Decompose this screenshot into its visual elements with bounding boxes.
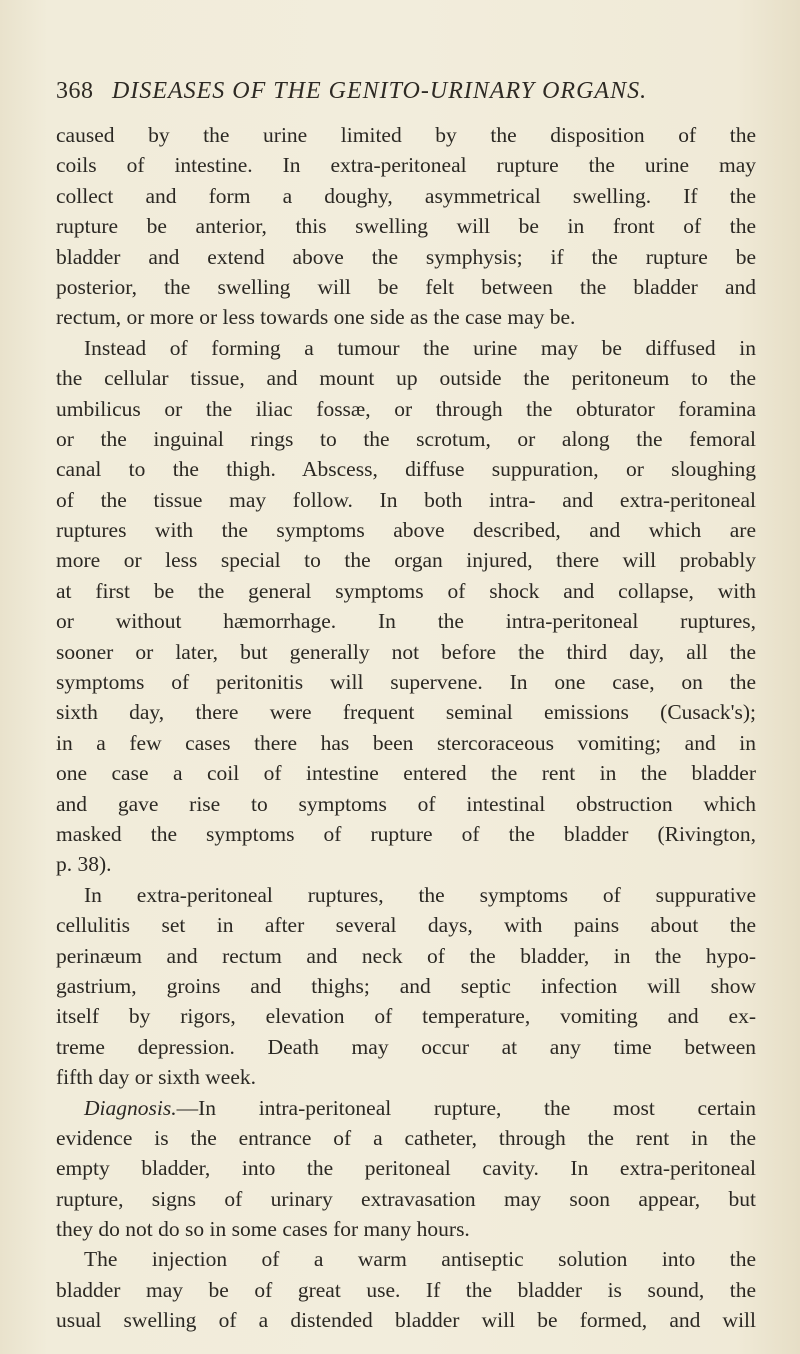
text-line bbox=[56, 1093, 756, 1123]
line-text: cellulitis set in after several days, with pains about the bbox=[56, 913, 756, 938]
text-line bbox=[56, 1184, 756, 1214]
line-text: at first be the general symptoms of shock and collapse, with bbox=[56, 578, 756, 603]
text-line bbox=[56, 789, 756, 819]
text-line bbox=[56, 606, 756, 636]
line-text: —In intra-peritoneal rupture, the most certain bbox=[176, 1095, 756, 1120]
line-text: fifth day or sixth week. bbox=[56, 1065, 257, 1090]
line-text: rupture be anterior, this swelling will be in front of the bbox=[56, 214, 756, 239]
text-line bbox=[56, 242, 756, 272]
line-text: The injection of a warm antiseptic solution into the bbox=[84, 1247, 756, 1272]
line-text: one case a coil of intestine entered the rent in the bladder bbox=[56, 761, 756, 786]
text-line bbox=[56, 728, 756, 758]
line-text: symptoms of peritonitis will supervene. In one case, on the bbox=[56, 670, 756, 695]
text-line bbox=[56, 333, 756, 363]
text-line bbox=[56, 941, 756, 971]
line-text: In extra-peritoneal ruptures, the symptoms of suppurative bbox=[84, 882, 756, 907]
line-text: coils of intestine. In extra-peritoneal rupture the urine may bbox=[56, 153, 756, 178]
text-line bbox=[56, 515, 756, 545]
text-line bbox=[56, 576, 756, 606]
running-title: DISEASES OF THE GENITO-URINARY ORGANS. bbox=[112, 78, 648, 104]
text-line bbox=[56, 545, 756, 575]
text-line bbox=[56, 485, 756, 515]
line-text: rectum, or more or less towards one side as the case may be. bbox=[56, 305, 576, 330]
text-line bbox=[56, 1153, 756, 1183]
line-text: masked the symptoms of rupture of the bladder (Rivington, bbox=[56, 821, 756, 846]
text-line bbox=[56, 849, 756, 879]
text-line bbox=[56, 667, 756, 697]
text-line bbox=[56, 1275, 756, 1305]
line-text: caused by the urine limited by the disposition of the bbox=[56, 123, 756, 147]
line-text: itself by rigors, elevation of temperature, vomiting and ex- bbox=[56, 1004, 756, 1029]
text-line bbox=[56, 1001, 756, 1031]
line-text: canal to the thigh. Abscess, diffuse suppuration, or sloughing bbox=[56, 457, 756, 482]
text-line bbox=[56, 1032, 756, 1062]
text-line bbox=[56, 971, 756, 1001]
text-line bbox=[56, 272, 756, 302]
text-line bbox=[56, 1062, 756, 1092]
line-text: perinæum and rectum and neck of the bladder, in the hypo- bbox=[56, 943, 756, 968]
text-line bbox=[56, 697, 756, 727]
line-text: more or less special to the organ injured, there will probably bbox=[56, 548, 756, 573]
line-text: evidence is the entrance of a catheter, through the rent in the bbox=[56, 1125, 756, 1150]
text-line bbox=[56, 363, 756, 393]
page-number: 368 bbox=[56, 78, 94, 104]
line-text: p. 38). bbox=[56, 852, 112, 877]
line-text: in a few cases there has been stercoraceous vomiting; and in bbox=[56, 730, 756, 755]
line-text: they do not do so in some cases for many hours. bbox=[56, 1217, 470, 1242]
text-line bbox=[56, 150, 756, 180]
text-line bbox=[56, 211, 756, 241]
text-line bbox=[56, 758, 756, 788]
line-text: collect and form a doughy, asymmetrical swelling. If the bbox=[56, 183, 756, 208]
line-text: Instead of forming a tumour the urine may be diffused in bbox=[84, 335, 756, 360]
text-line bbox=[56, 394, 756, 424]
text-line bbox=[56, 302, 756, 332]
text-line bbox=[56, 880, 756, 910]
text-line bbox=[56, 1214, 756, 1244]
line-text: the cellular tissue, and mount up outside the peritoneum to the bbox=[56, 366, 756, 391]
line-text: or without hæmorrhage. In the intra-peritoneal ruptures, bbox=[56, 609, 756, 634]
section-heading: Diagnosis. bbox=[84, 1095, 177, 1120]
text-line bbox=[56, 454, 756, 484]
line-text: bladder and extend above the symphysis; if the rupture be bbox=[56, 244, 756, 269]
line-text: usual swelling of a distended bladder will be formed, and will bbox=[56, 1308, 756, 1333]
text-line bbox=[56, 819, 756, 849]
line-text: empty bladder, into the peritoneal cavity. In extra-peritoneal bbox=[56, 1156, 756, 1181]
text-line bbox=[56, 1305, 756, 1335]
line-text: posterior, the swelling will be felt between the bladder and bbox=[56, 274, 756, 299]
line-text: sixth day, there were frequent seminal emissions (Cusack's); bbox=[56, 700, 756, 725]
running-header bbox=[56, 78, 736, 108]
text-line bbox=[56, 181, 756, 211]
line-text: sooner or later, but generally not before the third day, all the bbox=[56, 639, 756, 664]
text-line bbox=[56, 424, 756, 454]
text-line bbox=[56, 120, 756, 150]
text-line bbox=[56, 1244, 756, 1274]
line-text: umbilicus or the iliac fossæ, or through the obturator foramina bbox=[56, 396, 756, 421]
line-text: gastrium, groins and thighs; and septic infection will show bbox=[56, 973, 756, 998]
line-text: rupture, signs of urinary extravasation may soon appear, but bbox=[56, 1186, 756, 1211]
text-line bbox=[56, 910, 756, 940]
line-text: treme depression. Death may occur at any time between bbox=[56, 1034, 756, 1059]
line-text: of the tissue may follow. In both intra- and extra-peritoneal bbox=[56, 487, 756, 512]
text-line bbox=[56, 1123, 756, 1153]
text-line bbox=[56, 637, 756, 667]
body-text bbox=[56, 120, 756, 1336]
line-text: bladder may be of great use. If the bladder is sound, the bbox=[56, 1277, 756, 1302]
line-text: ruptures with the symptoms above described, and which are bbox=[56, 518, 756, 543]
line-text: or the inguinal rings to the scrotum, or along the femoral bbox=[56, 426, 756, 451]
line-text: and gave rise to symptoms of intestinal obstruction which bbox=[56, 791, 756, 816]
